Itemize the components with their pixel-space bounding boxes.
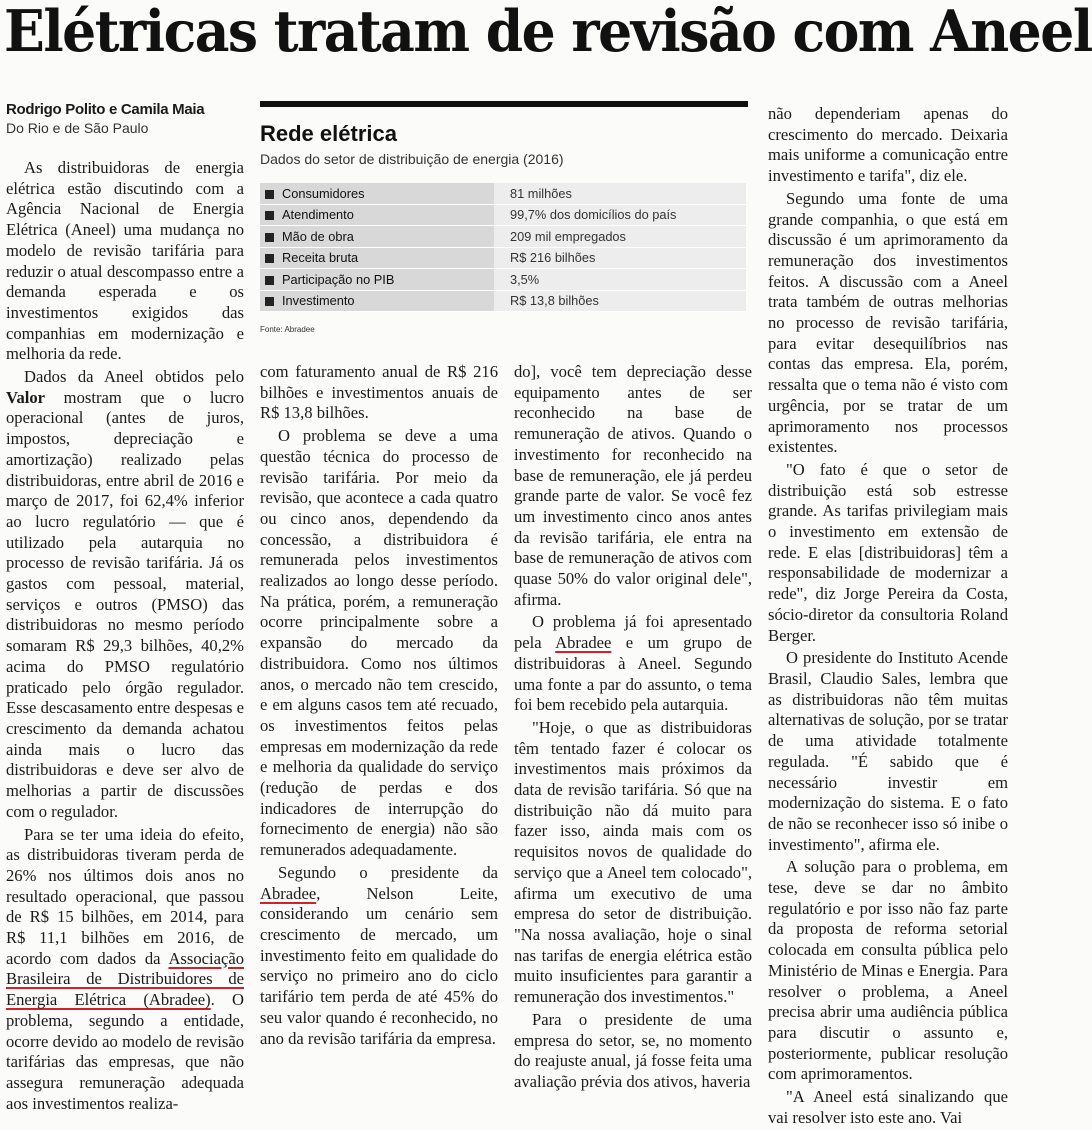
- paragraph: Para o presidente de uma empresa do setor, se, no momento do reajuste anual, já fosse feita uma avaliação prévia dos ativos, haveria: [514, 1009, 752, 1091]
- infobox-rede-eletrica: [260, 101, 748, 345]
- row-label: Atendimento: [282, 207, 354, 223]
- infobox-table: [260, 183, 746, 312]
- highlight-abradee: Associação Brasileira de Distribuidores de Energia Elétrica (Abradee): [6, 948, 245, 1010]
- row-label: Consumidores: [282, 185, 365, 201]
- highlight-abradee: Abradee: [555, 633, 612, 653]
- paragraph: A solução para o problema, em tese, deve se dar no âmbito regulatório e por isso não faz parte da proposta de reforma setorial colocada em consulta pública pelo Ministério de Minas e Energia. Para resolver o problema, a Aneel precisa abrir uma audiência pública para discutir o assunto e, posteriormente, publicar resolução com aprimoramentos.: [768, 857, 1008, 1084]
- byline: [6, 100, 246, 138]
- row-value: 3,5%: [494, 269, 746, 291]
- paragraph: As distribuidoras de energia elétrica estão discutindo com a Agência Nacional de Energia Elétrica (Aneel) uma mudança no modelo de revisão tarifária para reduzir o atual descompasso entre a demanda esperada e os investimentos exigidos das companhias em modernização e melhoria da rede.: [6, 158, 244, 364]
- row-label: Participação no PIB: [282, 271, 395, 287]
- paragraph: não dependeriam apenas do crescimento do mercado. Deixaria mais uniforme a comunicação entre investimento e tarifa", diz ele.: [768, 104, 1008, 186]
- byline-authors: Rodrigo Polito e Camila Maia: [6, 101, 205, 118]
- square-bullet-icon: [265, 233, 274, 242]
- row-label: Investimento: [282, 293, 355, 309]
- square-bullet-icon: [265, 190, 274, 199]
- table-row: [260, 269, 746, 291]
- newspaper-name: Valor: [6, 387, 46, 407]
- highlight-abradee: Abradee: [260, 883, 317, 903]
- paragraph: "O fato é que o setor de distribuição está sob estresse grande. As tarifas privilegiam mais o investimento em extensão de rede. E elas [distribuidoras] têm a responsabilidade de modernizar a rede", diz Jorge Pereira da Costa, sócio-diretor da consultoria Roland Berger.: [768, 459, 1008, 645]
- byline-location: Do Rio e de São Paulo: [6, 120, 149, 136]
- paragraph: "A Aneel está sinalizando que vai resolver isto este ano. Vai: [768, 1087, 1008, 1127]
- column-3: [514, 362, 752, 1095]
- paragraph: "Hoje, o que as distribuidoras têm tentado fazer é colocar os investimentos mais próximos da data de revisão tarifária. Só que na distribuição não dá muito para fazer isso, ainda mais com os requisitos novos de qualidade do serviço que a Aneel tem colocado", afirma um executivo de uma empresa do setor de distribuição. "Na nossa avaliação, hoje o sinal nas tarifas de energia elétrica estão muito insuficientes para garantir a remuneração dos investimentos.": [514, 717, 752, 1007]
- table-row: [260, 226, 746, 248]
- headline: Elétricas tratam de revisão com Aneel: [4, 0, 1092, 65]
- paragraph: com faturamento anual de R$ 216 bilhões e investimentos anuais de R$ 13,8 bilhões.: [260, 362, 498, 423]
- table-row: [260, 247, 746, 269]
- paragraph: Para se ter uma ideia do efeito, as distribuidoras tiveram perda de 26% nos últimos dois anos no resultado operacional, que passou de R$ 15 bilhões, em 2014, para R$ 11,1 bilhões em 2016, de acordo com dados da Associação Brasileira de Distribuidores de Energia Elétrica (Abradee). O problema, segundo a entidade, ocorre devido ao modelo de revisão tarifárias das empresas, que não assegura remuneração adequada aos investimentos realiza-: [6, 824, 245, 1113]
- paragraph: O problema se deve a uma questão técnica do processo de revisão tarifária. Por meio da revisão, que acontece a cada quatro ou cinco anos, dependendo da concessão, a distribuidora é remunerada pelos investimentos realizados ao longo desse período. Na prática, porém, a remuneração ocorre principalmente sobre a expansão do mercado da distribuidora. Como nos últimos anos, o mercado não tem crescido, e em alguns casos tem até recuado, os investimentos feitos pelas empresas em modernização da rede e melhoria da qualidade do serviço (redução de perdas e dos indicadores de interrupção do fornecimento de energia) não são remunerados adequadamente.: [260, 426, 498, 860]
- table-row: [260, 183, 746, 204]
- infobox-title: Rede elétrica: [260, 121, 397, 146]
- table-row: [260, 290, 746, 312]
- paragraph: Segundo uma fonte de uma grande companhia, o que está em discussão é um aprimoramento da remuneração dos investimentos feitos. A discussão com a Aneel trata também de outras melhorias no processo de revisão tarifária, para evitar desequilíbrios nas contas das empresa. Ela, porém, ressalta que o tema não é visto com urgência, por se tratar de um aprimoramento nos processos existentes.: [768, 188, 1008, 457]
- infobox-source: Fonte: Abradee: [260, 325, 315, 334]
- infobox-subtitle: Dados do setor de distribuição de energia (2016): [260, 151, 564, 167]
- row-value: R$ 13,8 bilhões: [494, 290, 746, 312]
- paragraph: do], você tem depreciação desse equipamento antes de ser reconhecido na base de remuneração de ativos. Quando o investimento for reconhecido na base de remuneração, ele já perdeu grande parte de valor. Se você fez um investimento cinco anos antes da revisão tarifária, ele entra na base de remuneração de ativos com quase 50% do valor original dele", afirma.: [514, 362, 752, 609]
- table-row: [260, 204, 746, 226]
- square-bullet-icon: [265, 254, 274, 263]
- row-label: Receita bruta: [282, 250, 359, 266]
- column-4: [768, 104, 1008, 1130]
- column-1: [6, 158, 244, 1116]
- paragraph: O presidente do Instituto Acende Brasil, Claudio Sales, lembra que as distribuidoras não têm muitas alternativas de solução, por se tratar de uma atividade totalmente regulada. "É sabido que é necessário investir em modernização do sistema. E o fato de não se reconhecer isso só inibe o investimento", afirma ele.: [768, 648, 1008, 854]
- column-2: [260, 362, 498, 1051]
- square-bullet-icon: [265, 297, 274, 306]
- square-bullet-icon: [265, 276, 274, 285]
- paragraph: Segundo o presidente da Abradee, Nelson Leite, considerando um cenário sem crescimento de mercado, um investimento feito em qualidade do serviço no primeiro ano do ciclo tarifário tem perda de até 45% do seu valor quando é reconhecido, no ano da revisão tarifária da empresa.: [260, 862, 498, 1048]
- row-value: R$ 216 bilhões: [494, 247, 746, 269]
- square-bullet-icon: [265, 211, 274, 220]
- row-value: 81 milhões: [494, 183, 746, 204]
- row-label: Mão de obra: [282, 228, 354, 244]
- paragraph: O problema já foi apresentado pela Abradee e um grupo de distribuidoras à Aneel. Segundo uma fonte a par do assunto, o tema foi bem recebido pela autarquia.: [514, 612, 753, 715]
- row-value: 99,7% dos domicílios do país: [494, 204, 746, 226]
- paragraph: Dados da Aneel obtidos pelo Valor mostram que o lucro operacional (antes de juros, impostos, depreciação e amortização) realizado pelas distribuidoras, entre abril de 2016 e março de 2017, foi 62,4% inferior ao lucro regulatório — que é utilizado pela autarquia no processo de revisão tarifária. Já os gastos com pessoal, material, serviços e outros (PMSO) das distribuidoras no mesmo período somaram R$ 29,3 bilhões, 40,2% acima do PMSO regulatório praticado pelo órgão regulador. Esse descasamento entre despesas e crescimento da demanda achatou ainda mais o lucro das distribuidoras e deve ser alvo de melhorias a partir de discussões com o regulador.: [6, 367, 244, 821]
- row-value: 209 mil empregados: [494, 226, 746, 248]
